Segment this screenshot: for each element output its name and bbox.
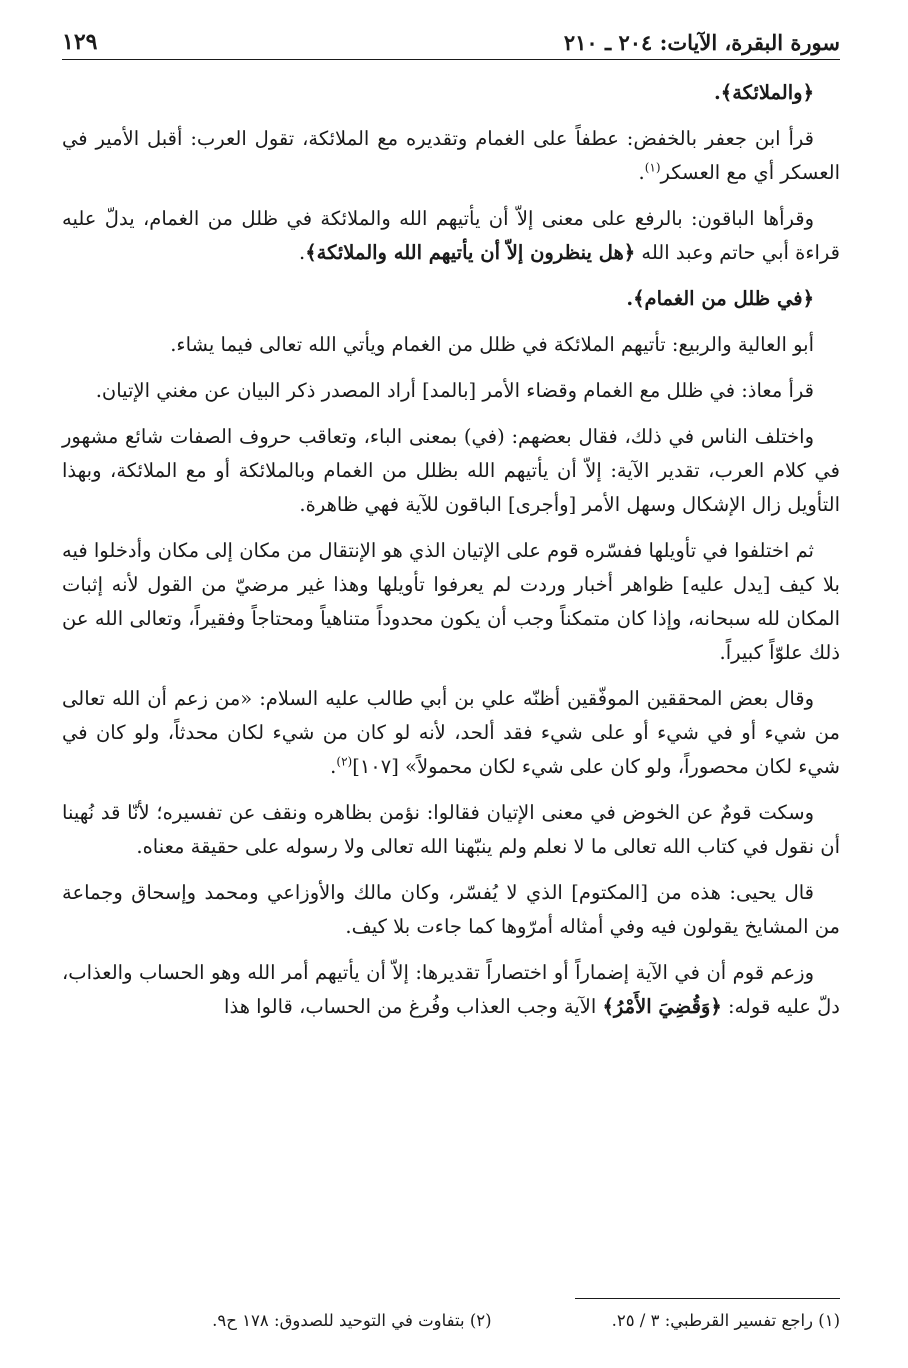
paragraph-6: قرأ معاذ: في ظلل مع الغمام وقضاء الأمر [بالمد] أراد المصدر ذكر البيان عن مغني الإتيان.	[95, 379, 814, 402]
paragraph-9-end: .	[330, 755, 337, 778]
paragraph-1: ﴿والملائكة﴾.	[714, 81, 814, 104]
body-text	[62, 76, 840, 1024]
paragraph-3-text: وقرأها الباقون: بالرفع على معنى إلاّ أن يأتيهم الله والملائكة في ظلل من الغمام، يدلّ عليه قراءة أبي حاتم وعبد الله	[62, 207, 840, 264]
paragraph-3-end: .	[299, 241, 306, 264]
paragraph-4: ﴿في ظلل من الغمام﴾.	[626, 287, 814, 310]
footnote-divider	[575, 1298, 840, 1299]
paragraph-5: أبو العالية والربيع: تأتيهم الملائكة في ظلل من الغمام ويأتي الله تعالى فيما يشاء.	[170, 333, 814, 356]
running-title: سورة البقرة، الآيات: ٢٠٤ ـ ٢١٠	[563, 30, 840, 55]
paragraph-2-text: قرأ ابن جعفر بالخفض: عطفاً على الغمام وتقديره مع الملائكة، تقول العرب: أقبل الأمير في العسكر أي مع العسكر	[62, 127, 840, 184]
quran-quote-2: ﴿وَقُضِيَ الأَمْرُ﴾	[602, 995, 722, 1018]
footnote-ref-1[interactable]: (١)	[644, 160, 661, 175]
paragraph-11: قال يحيى: هذه من [المكتوم] الذي لا يُفسّر، وكان مالك والأوزاعي ومحمد وإسحاق وجماعة من المشايخ يقولون فيه وفي أمثاله أمرّوها كما جاءت بلا كيف.	[62, 881, 840, 938]
footnotes	[62, 1298, 840, 1330]
page-number: ١٢٩	[62, 29, 98, 55]
paragraph-2	[62, 122, 840, 190]
footnote-1: (١) راجع تفسير القرطبي: ٣ / ٢٥.	[611, 1311, 840, 1330]
footnote-2: (٢) بتفاوت في التوحيد للصدوق: ١٧٨ ح٩.	[212, 1311, 492, 1330]
paragraph-3	[62, 202, 840, 270]
paragraph-2-end: .	[638, 161, 645, 184]
paragraph-10: وسكت قومٌ عن الخوض في معنى الإتيان فقالوا: نؤمن بظاهره ونقف عن تفسيره؛ لأنّا قد نُهينا أن نقول في كتاب الله تعالى ما لا نعلم ولم ينبّهنا الله تعالى ولا رسوله على حقيقة معناه.	[62, 801, 840, 858]
paragraph-12	[62, 956, 840, 1024]
paragraph-9-text: وقال بعض المحققين الموفّقين أظنّه علي بن أبي طالب عليه السلام: «من زعم أن الله تعالى من شيء أو في شيء أو على شيء فقد ألحد، لأنه لو كان من شيء لكان محدثاً، ولو كان في شيء لكان محصوراً، ولو كان على شيء لكان محمولاً» [١٠٧]	[62, 687, 840, 778]
footnote-ref-2[interactable]: (٢)	[336, 754, 353, 769]
footnote-row	[62, 1311, 840, 1330]
paragraph-12-text-b: الآية وجب العذاب وفُرغ من الحساب، قالوا هذا	[224, 995, 597, 1018]
quran-quote-1: ﴿هل ينظرون إلاّ أن يأتيهم الله والملائكة﴾	[305, 241, 636, 264]
paragraph-12-text-a: وزعم قوم أن في الآية إضماراً أو اختصاراً تقديرها: إلاّ أن يأتيهم أمر الله وهو الحساب والعذاب، دلّ عليه قوله:	[62, 961, 840, 1018]
paragraph-9	[62, 682, 840, 784]
paragraph-7: واختلف الناس في ذلك، فقال بعضهم: (في) بمعنى الباء، وتعاقب حروف الصفات شائع مشهور في كلام العرب، تقدير الآية: إلاّ أن يأتيهم الله بظلل من الغمام وبالملائكة أو مع الملائكة، وبهذا التأويل زال الإشكال وسهل الأمر [وأجرى] الباقون للآية فهي ظاهرة.	[62, 425, 840, 516]
page-header	[62, 22, 840, 60]
paragraph-8: ثم اختلفوا في تأويلها ففسّره قوم على الإتيان الذي هو الإنتقال من مكان إلى مكان وأدخلوا فيه بلا كيف [يدل عليه] ظواهر أخبار وردت لم يعرفوا تأويلها وهذا غير مرضيّ من القول لأنه إثبات المكان لله سبحانه، وإذا كان متمكناً وجب أن يكون محدوداً متناهياً ومحتاجاً وفقيراً، وتعالى الله عن ذلك علوّاً كبيراً.	[62, 539, 840, 664]
